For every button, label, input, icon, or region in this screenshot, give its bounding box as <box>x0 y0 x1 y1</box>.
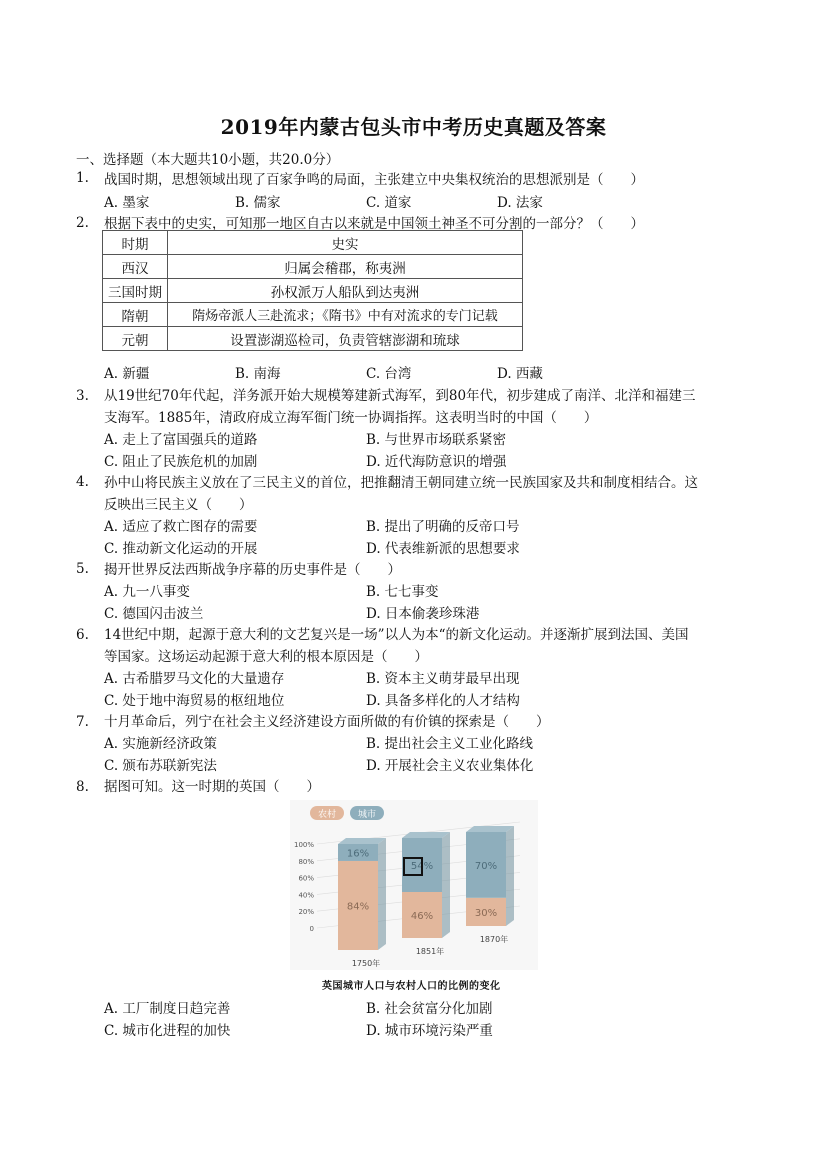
table-cell: 三国时期 <box>103 279 168 303</box>
option-b[interactable]: B. 社会贫富分化加剧 <box>366 1001 493 1017</box>
option-c[interactable]: C. 道家 <box>366 195 412 211</box>
table-header-row <box>103 231 523 255</box>
option-a[interactable]: A. 适应了救亡图存的需要 <box>104 519 258 535</box>
y-tick-label: 20% <box>298 908 314 917</box>
option-a[interactable]: A. 墨家 <box>104 195 150 211</box>
table-row <box>103 279 523 303</box>
question-text: 从19世纪70年代起，洋务派开始大规模筹建新式海军，到80年代，初步建成了南洋、北洋和福建三 <box>104 388 696 404</box>
question-text: 等国家。这场运动起源于意大利的根本原因是（ ） <box>104 649 428 665</box>
question-number: 8. <box>76 779 89 795</box>
option-b[interactable]: B. 与世界市场联系紧密 <box>366 432 507 448</box>
y-tick-label: 100% <box>293 841 314 849</box>
table-row <box>103 255 523 279</box>
option-d[interactable]: D. 代表维新派的思想要求 <box>366 541 520 557</box>
chart-svg <box>290 800 538 970</box>
option-b[interactable]: B. 七七事变 <box>366 584 439 600</box>
option-a[interactable]: A. 工厂制度日趋完善 <box>104 1001 231 1017</box>
question-number: 2. <box>76 215 89 231</box>
option-c[interactable]: C. 城市化进程的加快 <box>104 1023 231 1039</box>
question-text: 孙中山将民族主义放在了三民主义的首位，把推翻清王朝同建立统一民族国家及共和制度相结合。这 <box>104 475 698 491</box>
table-row <box>103 303 523 327</box>
x-tick-label: 1851年 <box>415 947 445 956</box>
question-number: 3. <box>76 388 89 404</box>
history-table <box>102 230 523 351</box>
x-tick-label: 1750年 <box>351 959 381 968</box>
table-row <box>103 327 523 351</box>
bar-top <box>402 832 450 838</box>
question-number: 1. <box>76 170 89 186</box>
option-a[interactable]: A. 走上了富国强兵的道路 <box>104 432 258 448</box>
question-text: 根据下表中的史实，可知那一地区自古以来就是中国领土神圣不可分割的一部分？（ ） <box>104 216 644 232</box>
table-cell: 归属会稽郡，称夷洲 <box>168 255 523 279</box>
table-header-cell: 时期 <box>103 231 168 255</box>
legend-label: 城市 <box>357 810 377 820</box>
option-d[interactable]: D. 日本偷袭珍珠港 <box>366 606 480 622</box>
option-d[interactable]: D. 近代海防意识的增强 <box>366 454 507 470</box>
option-d[interactable]: D. 法家 <box>497 195 543 211</box>
option-c[interactable]: C. 处于地中海贸易的枢纽地位 <box>104 693 285 709</box>
option-c[interactable]: C. 德国闪击波兰 <box>104 606 204 622</box>
option-d[interactable]: D. 具备多样化的人才结构 <box>366 693 520 709</box>
question-text: 战国时期，思想领域出现了百家争鸣的局面，主张建立中央集权统治的思想派别是（ ） <box>104 172 644 188</box>
option-d[interactable]: D. 西藏 <box>497 366 543 382</box>
question-number: 4. <box>76 474 89 490</box>
y-tick-label: 0 <box>309 925 314 933</box>
data-label: 46% <box>410 911 434 922</box>
data-label: 70% <box>474 860 498 872</box>
question-number: 5. <box>76 561 89 577</box>
table-cell: 孙权派万人船队到达夷洲 <box>168 279 523 303</box>
table-cell: 隋炀帝派人三赴流求；《隋书》中有对流求的专门记载 <box>168 303 523 327</box>
data-label: 54% <box>410 861 434 872</box>
page-title: 2019年内蒙古包头市中考历史真题及答案 <box>220 115 607 139</box>
chart-caption: 英国城市人口与农村人口的比例的变化 <box>322 981 501 992</box>
table-cell: 设置澎湖巡检司，负责管辖澎湖和琉球 <box>168 327 523 351</box>
option-a[interactable]: A. 古希腊罗马文化的大量遗存 <box>104 671 285 687</box>
table-cell: 隋朝 <box>103 303 168 327</box>
section-heading: 一、选择题（本大题共10小题，共20.0分） <box>76 152 340 168</box>
bar-side <box>442 832 450 938</box>
y-tick-label: 40% <box>298 891 314 900</box>
question-text: 反映出三民主义（ ） <box>104 497 253 513</box>
data-label: 30% <box>474 907 498 919</box>
option-d[interactable]: D. 城市环境污染严重 <box>366 1023 493 1039</box>
y-tick-label: 80% <box>298 857 314 866</box>
x-tick-label: 1870年 <box>479 935 509 944</box>
question-number: 6. <box>76 627 89 643</box>
legend-label: 农村 <box>317 810 337 820</box>
option-a[interactable]: A. 新疆 <box>104 366 150 382</box>
table-cell: 元朝 <box>103 327 168 351</box>
table-cell: 西汉 <box>103 255 168 279</box>
bar-top <box>338 838 386 844</box>
option-c[interactable]: C. 颁布苏联新宪法 <box>104 758 217 774</box>
question-text: 揭开世界反法西斯战争序幕的历史事件是（ ） <box>104 562 401 578</box>
option-b[interactable]: B. 提出社会主义工业化路线 <box>366 736 534 752</box>
option-a[interactable]: A. 实施新经济政策 <box>104 736 217 752</box>
bar-side <box>378 838 386 950</box>
table-header-cell: 史实 <box>168 231 523 255</box>
option-b[interactable]: B. 南海 <box>235 366 281 382</box>
option-b[interactable]: B. 提出了明确的反帝口号 <box>366 519 520 535</box>
question-text: 14世纪中期，起源于意大利的文艺复兴是一场”以人为本“的新文化运动。并逐渐扩展到法国、美国 <box>104 627 689 643</box>
data-label: 16% <box>346 848 370 860</box>
question-number: 7. <box>76 714 89 730</box>
option-b[interactable]: B. 儒家 <box>235 195 281 211</box>
option-c[interactable]: C. 台湾 <box>366 366 412 382</box>
option-c[interactable]: C. 推动新文化运动的开展 <box>104 541 258 557</box>
question-text: 支海军。1885年，清政府成立海军衙门统一协调指挥。这表明当时的中国（ ） <box>104 410 598 426</box>
option-c[interactable]: C. 阻止了民族危机的加剧 <box>104 454 258 470</box>
option-b[interactable]: B. 资本主义萌芽最早出现 <box>366 671 520 687</box>
data-label: 84% <box>346 901 370 913</box>
population-chart <box>290 800 538 970</box>
bar-side <box>506 826 514 926</box>
question-text: 据图可知。这一时期的英国（ ） <box>104 779 320 795</box>
option-a[interactable]: A. 九一八事变 <box>104 584 190 600</box>
bar-top <box>466 826 514 832</box>
y-tick-label: 60% <box>298 874 314 883</box>
question-text: 十月革命后，列宁在社会主义经济建设方面所做的有价镇的探索是（ ） <box>104 714 550 730</box>
option-d[interactable]: D. 开展社会主义农业集体化 <box>366 758 534 774</box>
